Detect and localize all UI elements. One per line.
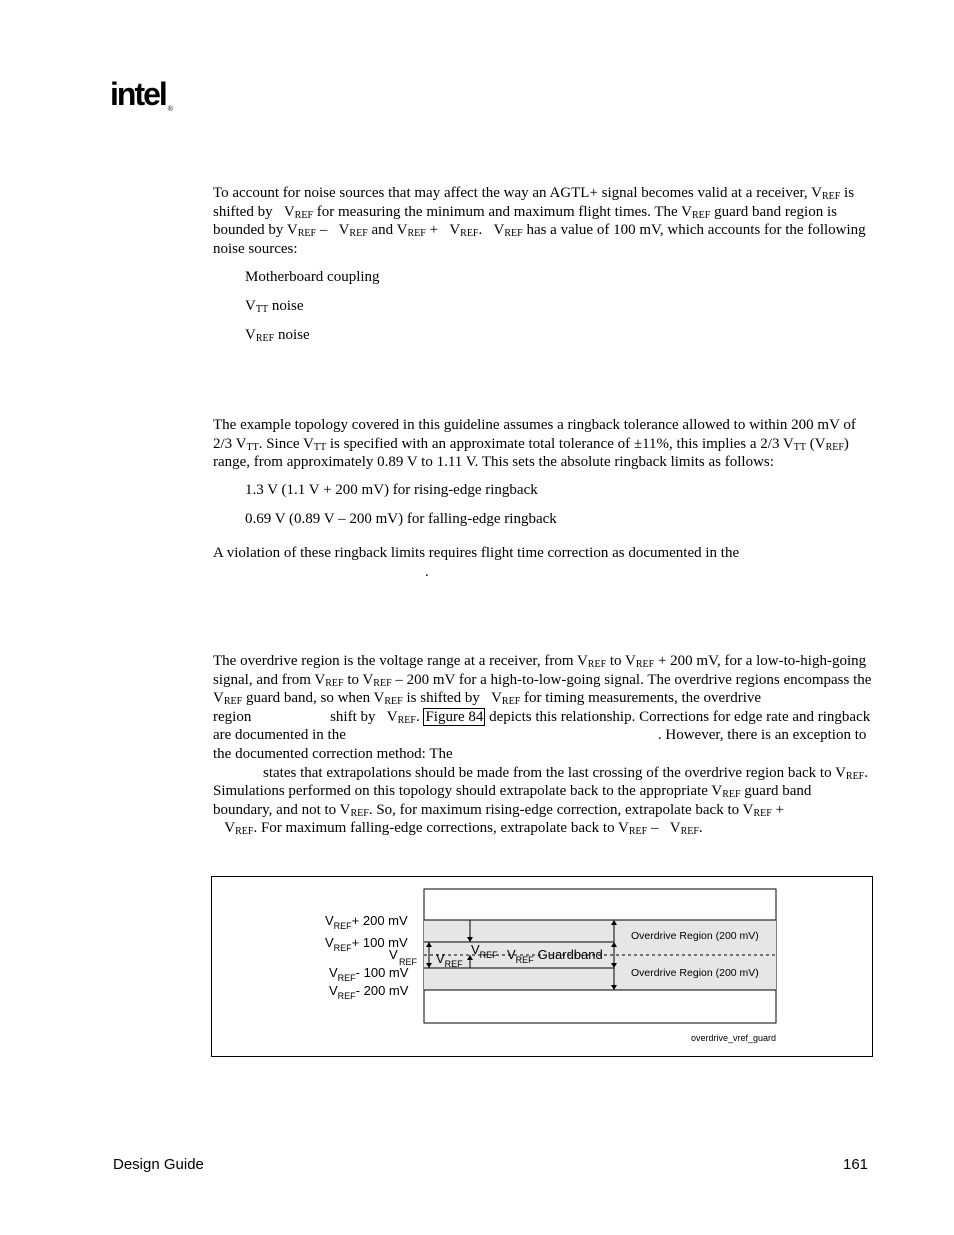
inner-vref-2: $V_{REF}$	[471, 942, 498, 960]
label-vref: V	[389, 947, 398, 962]
overdrive-paragraph: The overdrive region is the voltage range at a receiver, from $V_{REF}$ to $V_{REF} + 200$ mV, for a low-to-high-going signal, and from $V_{REF}$ to $V_{REF} - 200$ mV for a high-to-low-going signal. The overdrive regions encompass the $V_{REF}$ guard band, so when $V_{REF}$ is shifted by $V_{REF}$ for timing measurements, the overdrive region shift by $V_{REF}$. Figure 84 depicts this relationship. Corrections for edge rate and ringback are documented in the . However, there is an exception to the documented correction method: The states that extrapolations should be made from the last crossing of the overdrive region back to $V_{REF}$. Simulations performed on this topology should extrapolate back to the appropriate $V_{REF}$ guard band boundary, and not to $V_{REF}$. So, for maximum rising-edge correction, extrapolate back to $V_{REF}$ + $V_{REF}$. For maximum falling-edge corrections, extrapolate back to $V_{REF}$ – $V_{REF}$.	[213, 653, 872, 838]
overdrive-region-bottom: Overdrive Region (200 mV)	[631, 967, 759, 979]
overdrive-figure	[211, 876, 873, 1057]
list-item: 0.69 V (0.89 V – 200 mV) for falling-edge ringback	[245, 511, 557, 527]
page-number: 161	[843, 1156, 869, 1173]
list-item: Motherboard coupling	[245, 269, 380, 285]
guardband-label: $V_{REF}$ Guardband	[507, 947, 603, 965]
inner-vref: $V_{REF}$	[436, 951, 463, 969]
violation-paragraph: A violation of these ringback limits requires flight time correction as documented in the .	[213, 545, 740, 580]
guardband-paragraph: To account for noise sources that may affect the way an AGTL+ signal becomes valid at a receiver, $V_{REF}$ is shifted by $V_{REF}$ for measuring the minimum and maximum flight times. The $V_{REF}$ guard band region is bounded by $V_{REF}$ – $V_{REF}$ and $V_{REF}$ + $V_{REF}$. $V_{REF}$ has a value of 100 mV, which accounts for the following noise sources:	[213, 185, 866, 257]
label-minus100: $V_{REF}-$ 100 mV	[329, 965, 409, 983]
label-minus200: $V_{REF}-$ 200 mV	[329, 983, 409, 1001]
list-item: $V_{TT}$ noise	[245, 298, 304, 315]
label-vref-sub: REF	[399, 957, 417, 967]
label-plus100: $V_{REF}+ 100$ mV	[325, 935, 408, 953]
intel-logo: intel ®	[110, 76, 171, 113]
ringback-paragraph: The example topology covered in this guideline assumes a ringback tolerance allowed to within 200 mV of 2/3 $V_{TT}$. Since $V_{TT}$ is specified with an approximate total tolerance of ±11%, this implies a 2/3 $V_{TT}$ $(V_{REF})$ range, from approximately 0.89 V to 1.11 V. This sets the absolute ringback limits as follows:	[213, 417, 856, 471]
figure-id: overdrive_vref_guard	[690, 1033, 776, 1043]
overdrive-diagram	[212, 877, 872, 1056]
overdrive-region-top: Overdrive Region (200 mV)	[631, 930, 759, 942]
label-plus200: $V_{REF}+ 200$ mV	[325, 913, 408, 931]
list-item: $V_{REF}$ noise	[245, 327, 310, 344]
list-item: 1.3 V (1.1 V + 200 mV) for rising-edge ringback	[245, 482, 538, 498]
figure-84-link[interactable]: Figure 84	[425, 708, 484, 725]
footer-title: Design Guide	[113, 1156, 204, 1173]
